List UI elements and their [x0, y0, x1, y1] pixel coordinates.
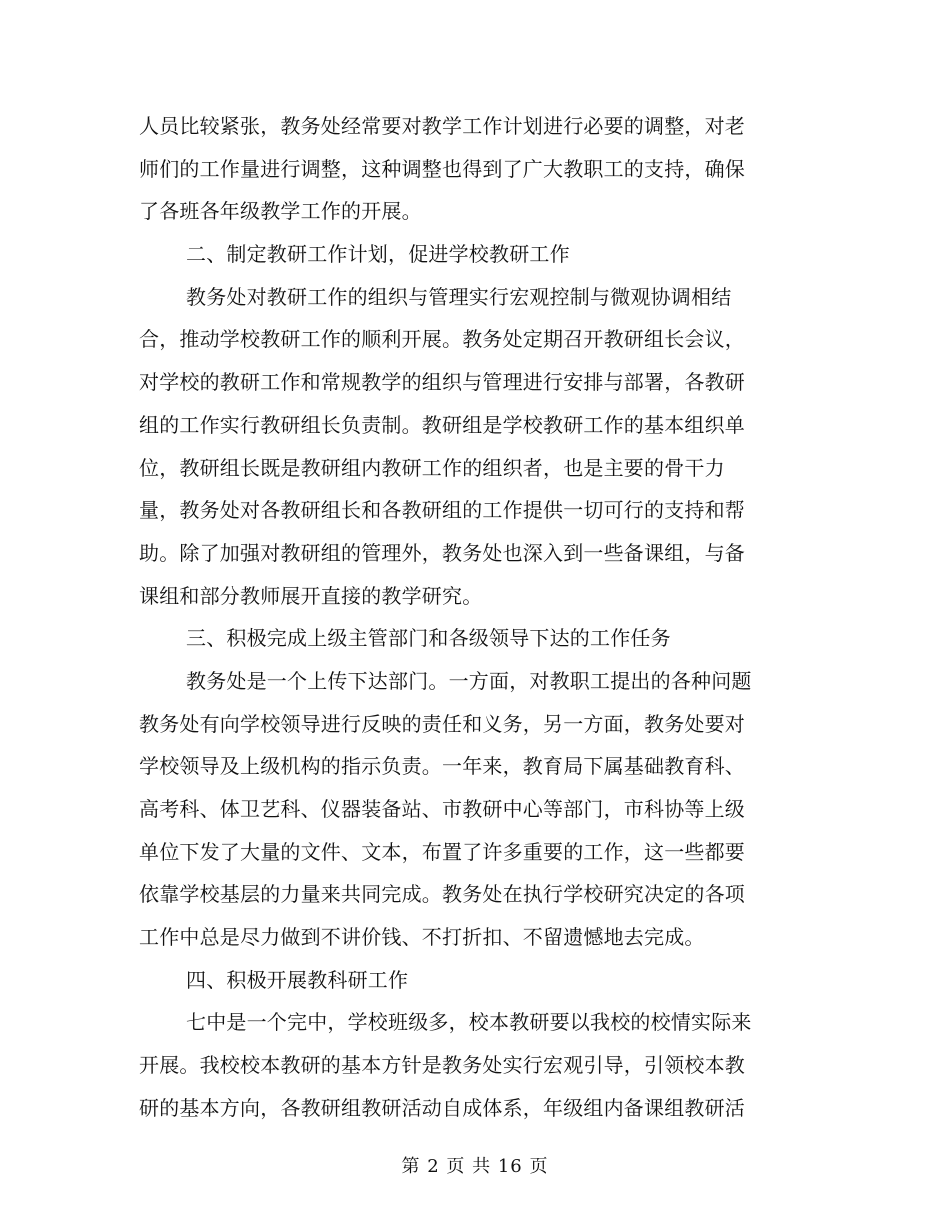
text-line: 位，教研组长既是教研组内教研工作的组织者，也是主要的骨干力	[139, 455, 725, 480]
text-line: 学校领导及上级机构的指示负责。一年来，教育局下属基础教育科、	[139, 754, 745, 779]
text-line: 师们的工作量进行调整，这种调整也得到了广大教职工的支持，确保	[139, 156, 745, 181]
text-line: 依靠学校基层的力量来共同完成。教务处在执行学校研究决定的各项	[139, 882, 745, 907]
text-line: 量，教务处对各教研组长和各教研组的工作提供一切可行的支持和帮	[139, 498, 745, 523]
section-heading: 三、积极完成上级主管部门和各级领导下达的工作任务	[186, 626, 671, 651]
section-heading: 二、制定教研工作计划，促进学校教研工作	[186, 242, 570, 267]
text-line: 教务处是一个上传下达部门。一方面，对教职工提出的各种问题	[186, 668, 752, 693]
text-line: 研的基本方向，各教研组教研活动自成体系，年级组内备课组教研活	[139, 1095, 745, 1120]
text-line: 教务处对教研工作的组织与管理实行宏观控制与微观协调相结	[186, 284, 732, 309]
text-line: 助。除了加强对教研组的管理外，教务处也深入到一些备课组，与备	[139, 540, 745, 565]
text-line: 了各班各年级教学工作的开展。	[139, 199, 422, 224]
text-line: 工作中总是尽力做到不讲价钱、不打折扣、不留遗憾地去完成。	[139, 925, 705, 950]
text-line: 对学校的教研工作和常规教学的组织与管理进行安排与部署，各教研	[139, 370, 745, 395]
text-line: 开展。我校校本教研的基本方针是教务处实行宏观引导，引领校本教	[139, 1053, 745, 1078]
text-line: 单位下发了大量的文件、文本，布置了许多重要的工作，这一些都要	[139, 839, 745, 864]
page-number-footer: 第 2 页 共 16 页	[401, 1156, 549, 1177]
text-line: 教务处有向学校领导进行反映的责任和义务，另一方面，教务处要对	[139, 711, 745, 736]
text-line: 高考科、体卫艺科、仪器装备站、市教研中心等部门，市科协等上级	[139, 797, 745, 821]
section-heading: 四、积极开展教科研工作	[186, 967, 409, 992]
body-text	[139, 105, 764, 1130]
text-line: 七中是一个完中，学校班级多，校本教研要以我校的校情实际来	[186, 1010, 752, 1035]
text-line: 合，推动学校教研工作的顺利开展。教务处定期召开教研组长会议，	[139, 327, 745, 352]
text-line: 人员比较紧张，教务处经常要对教学工作计划进行必要的调整，对老	[139, 114, 745, 138]
text-line: 课组和部分教师展开直接的教学研究。	[139, 583, 483, 608]
text-line: 组的工作实行教研组长负责制。教研组是学校教研工作的基本组织单	[139, 412, 745, 437]
